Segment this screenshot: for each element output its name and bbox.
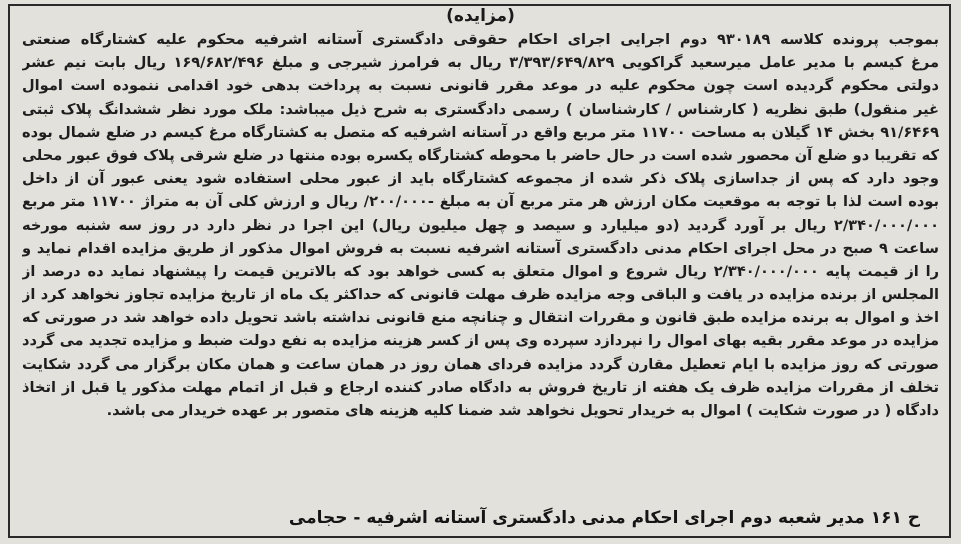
- notice-body-line: غیر منقول) طبق نظریه ( کارشناس / کارشناسان ) رسمی دادگستری به شرح ذیل میباشد: ملک مورد نظر ششدانگ پلاک ثبتی: [22, 100, 939, 118]
- notice-body-line: را از قیمت پایه ۲/۳۴۰/۰۰۰/۰۰۰ ریال شروع و اموال متعلق به کسی خواهد بود که بالاترین قیمت را پیشنهاد نماید ده درصد از: [22, 262, 939, 280]
- notice-body-line: تخلف از مقررات مزایده ظرف یک هفته از تاریخ فروش به دادگاه صادر کننده ارجاع و قبل از اتمام مهلت مذکور یا قبل از اتخاذ: [22, 378, 939, 396]
- notice-body-line: دادگاه ( در صورت شکایت ) اموال به خریدار تحویل نخواهد شد ضمنا کلیه هزینه های متصور بر عهده خریدار می باشد.: [106, 402, 939, 419]
- notice-title: (مزایده): [446, 6, 515, 26]
- notice-body-line: صورتی که روز مزایده با ایام تعطیل مقارن گردد مزایده فردای همان روز در همان ساعت و همان مکان برگزار می گردد شکایت: [22, 355, 939, 373]
- notice-body-line: بموجب پرونده کلاسه ۹۳۰۱۸۹ دوم اجرایی اجرای احکام حقوقی دادگستری آستانه اشرفیه محکوم علیه کشتارگاه صنعتی: [22, 31, 939, 48]
- notice-body-line: المجلس از برنده مزایده در یافت و الباقی وجه مزایده ظرف مهلت قانونی که حداکثر یک ماه از تاریخ مزایده تجاوز نخواهد کرد از: [22, 286, 939, 304]
- notice-body-line: مزایده در موعد مقرر بقیه بهای اموال را نپردازد سپرده وی پس از کسر هزینه مزایده به نفع دولت ضبط و مزایده تجدید می گردد: [22, 332, 939, 350]
- notice-body-line: وجود دارد که پس از جداسازی پلاک ذکر شده از مجموعه کشتارگاه باید از عبور محلی استفاده شود یعنی عبور آن از داخل: [22, 170, 939, 188]
- notice-body-line: ساعت ۹ صبح در محل اجرای احکام مدنی دادگستری آستانه اشرفیه نسبت به فروش اموال مذکور از طریق مزایده اقدام نماید و: [22, 239, 939, 257]
- notice-body-line: اخذ و اموال به برنده مزایده طبق قانون و مقررات انتقال و چنانچه منع قانونی نداشته باشد تحویل داده خواهد شد در صورتی که: [22, 309, 939, 327]
- notice-body-line: بوده است لذا با توجه به موقعیت مکان ارزش هر متر مربع آن به مبلغ -۲۰۰/۰۰۰/ ریال و ارزش کلی آن به متراژ ۱۱۷۰۰ متر مربع: [22, 193, 939, 211]
- notice-body-line: ۲/۳۴۰/۰۰۰/۰۰۰ ریال بر آورد گردید (دو میلیارد و سیصد و چهل میلیون ریال) این اجرا در نظر دارد در روز سه شنبه مورخه: [22, 216, 939, 234]
- notice-body: [22, 28, 939, 422]
- notice-body-line: دولتی محکوم گردیده است چون محکوم علیه در موعد مقرر قانونی نسبت به پرداخت بدهی خود اقدامی ننموده است اموال: [22, 77, 939, 95]
- notice-signature: ح ۱۶۱ مدیر شعبه دوم اجرای احکام مدنی دادگستری آستانه اشرفیه - حجامی: [288, 508, 920, 528]
- notice-body-line: که تقریبا دو ضلع آن محصور شده است در حال حاضر با محوطه کشتارگاه یکسره بوده منتها در ضلع شرقی پلاک فوق عبور محلی: [22, 146, 939, 164]
- notice-body-line: مرغ کیسم با مدیر عامل میرسعید گراکویی ۳/۳۹۳/۶۴۹/۸۲۹ ریال به فرامرز شیرجی و مبلغ ۱۶۹/۶۸۲/۴۹۶ ریال بابت نیم عشر: [22, 54, 939, 72]
- notice-body-line: ۹۱/۶۴۶۹ بخش ۱۴ گیلان به مساحت ۱۱۷۰۰ متر مربع واقع در آستانه اشرفیه که متصل به کشتارگاه مرغ کیسم در ضلع شمال بوده: [22, 123, 939, 141]
